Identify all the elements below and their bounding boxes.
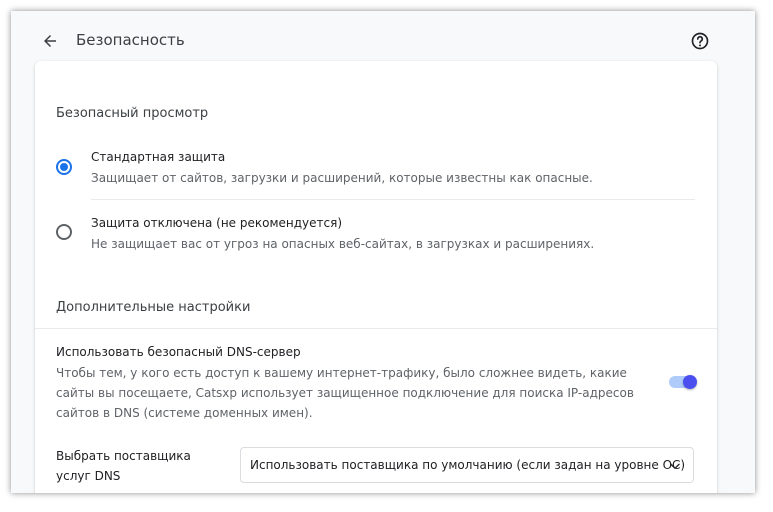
- page-title: Безопасность: [76, 31, 185, 49]
- option-label: Стандартная защита: [91, 150, 226, 164]
- divider: [91, 199, 695, 200]
- section-title-advanced: Дополнительные настройки: [56, 300, 251, 315]
- divider: [35, 328, 717, 329]
- option-description: Защищает от сайтов, загрузки и расширений, которые известны как опасные.: [91, 171, 593, 185]
- radio-no-protection[interactable]: [56, 224, 72, 240]
- option-label: Защита отключена (не рекомендуется): [91, 216, 343, 230]
- option-standard-protection[interactable]: [35, 136, 717, 194]
- arrow-left-icon: [41, 32, 59, 50]
- secure-dns-description: Чтобы тем, у кого есть доступ к вашему интернет-трафику, было сложнее видеть, какие сайты вы посещаете, Catsxp использует защищенное подключение для поиска IP-адресов сайтов в DNS (системе доменных имен).: [56, 366, 634, 420]
- secure-dns-label: Использовать безопасный DNS-сервер: [56, 345, 301, 359]
- radio-standard-protection[interactable]: [56, 159, 72, 175]
- back-button[interactable]: [37, 28, 63, 54]
- help-circle-icon: [690, 31, 710, 51]
- dns-provider-selected-value: Использовать поставщика по умолчанию (если задан на уровне ОС): [250, 458, 686, 472]
- page-header: [11, 11, 755, 61]
- dns-provider-label: Выбрать поставщика услуг DNS: [56, 449, 191, 483]
- secure-dns-toggle[interactable]: [669, 374, 697, 388]
- option-no-protection[interactable]: [35, 203, 717, 261]
- toggle-knob: [683, 375, 697, 389]
- section-title-safe-browsing: Безопасный просмотр: [56, 106, 209, 121]
- dns-provider-select[interactable]: [240, 447, 694, 483]
- chevron-down-icon: [668, 459, 682, 473]
- help-button[interactable]: [687, 28, 713, 54]
- option-description: Не защищает вас от угроз на опасных веб-сайтах, в загрузках и расширениях.: [91, 237, 595, 251]
- settings-card: [35, 61, 717, 493]
- settings-window: [11, 11, 755, 493]
